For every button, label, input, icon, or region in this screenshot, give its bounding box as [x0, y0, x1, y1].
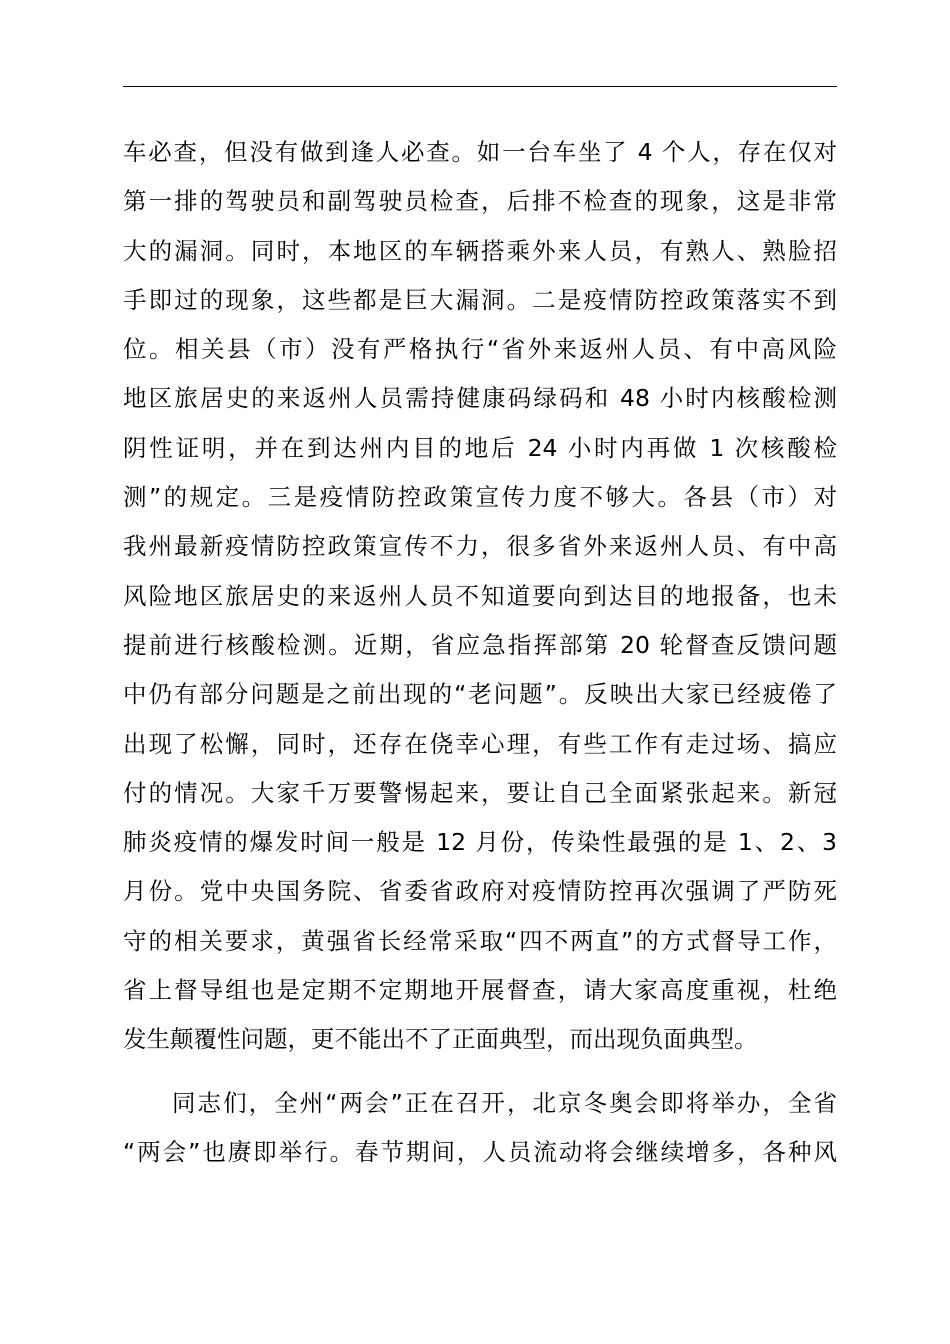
paragraph-line: 大的漏洞。同时，本地区的车辆搭乘外来人员，有熟人、熟脸招 [123, 236, 837, 265]
paragraph-gap [123, 1065, 837, 1079]
paragraph-line: 阴性证明，并在到达州内目的地后 24 小时内再做 1 次核酸检 [123, 433, 837, 462]
paragraph-line: 风险地区旅居史的来返州人员不知道要向到达目的地报备，也未 [123, 581, 837, 610]
paragraph-line: 付的情况。大家千万要警惕起来，要让自己全面紧张起来。新冠 [123, 778, 837, 807]
paragraph-line: 位。相关县（市）没有严格执行“省外来返州人员、有中高风险 [123, 335, 837, 364]
paragraph-line: 月份。党中央国务院、省委省政府对疫情防控再次强调了严防死 [123, 877, 837, 906]
paragraph-line: 肺炎疫情的爆发时间一般是 12 月份，传染性最强的是 1、2、3 [123, 828, 837, 857]
body-text [123, 128, 837, 1177]
paragraph-line: 发生颠覆性问题，更不能出不了正面典型，而出现负面典型。 [123, 1025, 758, 1054]
paragraph-line: 第一排的驾驶员和副驾驶员检查，后排不检查的现象，这是非常 [123, 187, 837, 216]
paragraph-line: 中仍有部分问题是之前出现的“老问题”。反映出大家已经疲倦了 [123, 680, 837, 709]
paragraph-line: “两会”也赓即举行。春节期间，人员流动将会继续增多，各种风 [123, 1137, 837, 1166]
paragraph-line: 我州最新疫情防控政策宣传不力，很多省外来返州人员、有中高 [123, 532, 837, 561]
paragraph-line: 测”的规定。三是疫情防控政策宣传力度不够大。各县（市）对 [123, 483, 837, 512]
paragraph-line: 手即过的现象，这些都是巨大漏洞。二是疫情防控政策落实不到 [123, 285, 837, 314]
paragraph-line: 省上督导组也是定期不定期地开展督查，请大家高度重视，杜绝 [123, 976, 837, 1005]
paragraph-line: 提前进行核酸检测。近期，省应急指挥部第 20 轮督查反馈问题 [123, 630, 837, 659]
paragraph-line: 出现了松懈，同时，还存在侥幸心理，有些工作有走过场、搞应 [123, 729, 837, 758]
paragraph-line: 同志们，全州“两会”正在召开，北京冬奥会即将举办，全省 [172, 1088, 837, 1117]
paragraph-line: 守的相关要求，黄强省长经常采取“四不两直”的方式督导工作， [123, 926, 837, 955]
header-rule [123, 86, 837, 87]
paragraph-line: 地区旅居史的来返州人员需持健康码绿码和 48 小时内核酸检测 [123, 384, 837, 413]
paragraph-line: 车必查，但没有做到逢人必查。如一台车坐了 4 个人，存在仅对 [123, 138, 837, 166]
